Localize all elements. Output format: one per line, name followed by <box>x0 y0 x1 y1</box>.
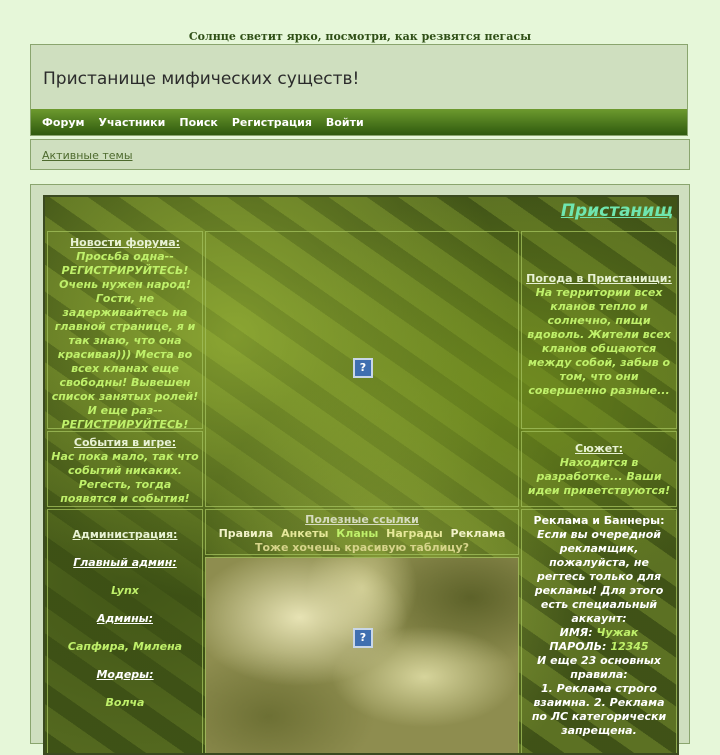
main-navbar <box>31 109 687 135</box>
nav-members[interactable]: Участники <box>98 115 166 129</box>
ads-pass-value: 12345 <box>610 640 649 653</box>
admin-heading: Администрация: <box>72 528 178 541</box>
admins-names[interactable]: Сапфира, Милена <box>67 640 183 653</box>
news-body: Просьба одна-- РЕГИСТРИРУЙТЕСЬ! Очень нужен народ! Гости, не задерживайтесь на главной странице, я и так знаю, что она красивая))) Места во всех кланах еще свободны! Вывешен список занятых ролей! И еще раз-- РЕГИСТРИРУЙТЕСЬ! <box>51 250 199 431</box>
site-tagline: Солнце светит ярко, посмотри, как резвятся пегасы <box>188 30 532 43</box>
link-awards[interactable]: Награды <box>386 527 443 540</box>
events-heading: События в игре: <box>73 436 177 449</box>
link-ads[interactable]: Реклама <box>450 527 506 540</box>
main-admin-name[interactable]: Lynx <box>111 584 139 597</box>
events-cell <box>47 431 203 507</box>
admin-cell <box>47 509 203 755</box>
ads-name-label: ИМЯ: <box>559 626 593 639</box>
news-cell <box>47 231 203 429</box>
site-header <box>30 44 688 136</box>
admins-label: Админы: <box>96 612 154 625</box>
useful-links-cell <box>205 509 519 555</box>
ads-pass-label: ПАРОЛЬ: <box>549 640 607 653</box>
ads-body-3: 1. Реклама строго взаимна. 2. Реклама по ЛС категорически запрещена. <box>531 682 667 737</box>
news-heading: Новости форума: <box>69 236 181 249</box>
mods-label: Модеры: <box>96 668 154 681</box>
weather-cell <box>521 231 677 429</box>
ads-cell <box>521 509 677 755</box>
nav-register[interactable]: Регистрация <box>231 115 312 129</box>
useful-links-heading: Полезные ссылки <box>305 513 419 526</box>
link-rules[interactable]: Правила <box>218 527 274 540</box>
ads-name-value: Чужак <box>596 626 639 639</box>
broken-image-icon: ? <box>353 358 373 378</box>
main-content <box>30 184 690 744</box>
nav-search[interactable]: Поиск <box>179 115 218 129</box>
center-image <box>205 231 519 507</box>
main-admin-label: Главный админ: <box>73 556 177 569</box>
plot-heading: Сюжет: <box>575 442 623 455</box>
forum-banner <box>43 195 679 755</box>
events-body: Нас пока мало, так что событий никаких. Регесть, тогда появятся и события! <box>51 450 199 505</box>
ads-body-2: И еще 23 основных правила: <box>537 654 661 681</box>
camo-image <box>205 557 519 755</box>
site-title: Пристанище мифических существ! <box>43 69 360 89</box>
active-topics-link[interactable]: Активные темы <box>42 149 133 162</box>
plot-body: Находится в разработке... Ваши идеи приветствуются! <box>527 456 671 497</box>
ads-heading: Реклама и Баннеры: <box>533 514 665 527</box>
broken-image-icon-2: ? <box>353 628 373 648</box>
mods-names[interactable]: Волча <box>105 696 145 709</box>
useful-links-row <box>208 527 516 541</box>
ads-body-1: Если вы очередной рекламщик, пожалуйста, не регтесь только для рекламы! Для этого есть специальный аккаунт: <box>534 528 664 625</box>
nav-forum[interactable]: Форум <box>42 115 85 129</box>
weather-heading: Погода в Пристанищи: <box>526 272 672 285</box>
active-topics-bar <box>30 139 690 170</box>
link-profiles[interactable]: Анкеты <box>281 527 329 540</box>
table-note[interactable]: Тоже хочешь красивую таблицу? <box>254 541 470 554</box>
nav-login[interactable]: Войти <box>325 115 364 129</box>
weather-body: На территории всех кланов тепло и солнечно, пищи вдоволь. Жители всех кланов общаются между собой, забыв о том, что они совершенно разные... <box>527 286 671 397</box>
plot-cell <box>521 431 677 507</box>
banner-title-link[interactable]: Пристанищ <box>560 201 673 221</box>
link-clans[interactable]: Кланы <box>336 527 379 540</box>
